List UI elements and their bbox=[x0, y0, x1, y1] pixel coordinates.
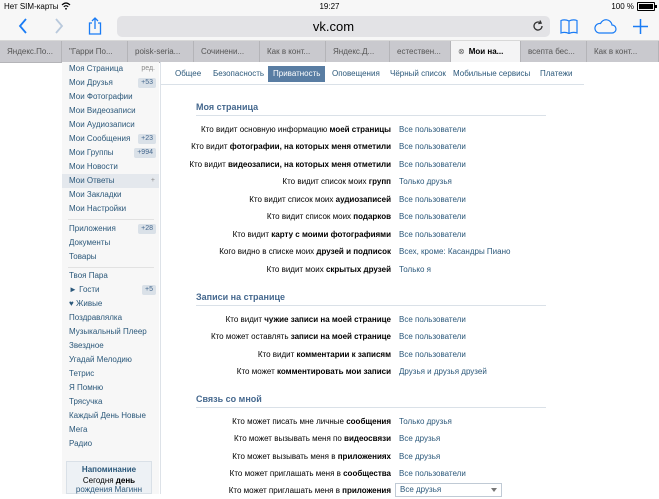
privacy-row: Кто может приглашать меня в сообщества Все пользователи bbox=[161, 465, 584, 482]
browser-tab[interactable]: естествен... bbox=[390, 41, 451, 62]
section-title-my-page: Моя страница bbox=[196, 102, 259, 112]
privacy-value-link[interactable]: Все пользователи bbox=[399, 160, 466, 169]
tab-bar bbox=[0, 41, 659, 63]
privacy-value-link[interactable]: Друзья и друзья друзей bbox=[399, 367, 487, 376]
privacy-row: Кто может вызывать меня в приложениях Все друзья bbox=[161, 448, 584, 465]
privacy-value-link[interactable]: Только друзья bbox=[399, 177, 452, 186]
browser-tab[interactable]: "Гарри По... bbox=[62, 41, 128, 62]
browser-tab[interactable]: Яндекс.По... bbox=[0, 41, 62, 62]
privacy-value-link[interactable]: Все пользователи bbox=[399, 230, 466, 239]
counter-badge: +28 bbox=[138, 224, 156, 234]
privacy-value-link[interactable]: Все пользователи bbox=[399, 469, 466, 478]
reload-icon[interactable] bbox=[532, 20, 544, 32]
privacy-value-link[interactable]: Только я bbox=[399, 265, 431, 274]
tab-notifications[interactable]: Оповещения bbox=[332, 69, 380, 78]
privacy-value-link[interactable]: Все пользователи bbox=[399, 315, 466, 324]
privacy-value-link[interactable]: Все пользователи bbox=[399, 332, 466, 341]
privacy-value-link[interactable]: Все пользователи bbox=[399, 142, 466, 151]
privacy-row: Кто может приглашать меня в приложения Все друзья bbox=[161, 482, 584, 499]
left-menu bbox=[62, 62, 159, 494]
privacy-row: Кого видно в списке моих друзей и подписок Всех, кроме: Касандры Пиано bbox=[161, 243, 584, 260]
privacy-row: Кто видит видеозаписи, на которых меня отметили Все пользователи bbox=[161, 156, 584, 173]
bookmarks-icon bbox=[560, 19, 578, 34]
menu-item-answers[interactable]: Мои Ответы + bbox=[62, 174, 159, 188]
privacy-row: Кто видит карту с моими фотографиями Все пользователи bbox=[161, 226, 584, 243]
privacy-value-link[interactable]: Все друзья bbox=[399, 452, 441, 461]
menu-divider bbox=[68, 267, 154, 268]
tab-security[interactable]: Безопасность bbox=[213, 69, 265, 78]
app-item[interactable]: ► Гости +5 bbox=[62, 283, 159, 297]
browser-tab[interactable]: Как в конт... bbox=[587, 41, 659, 62]
carrier-label: Нет SIM-карты bbox=[4, 0, 71, 13]
menu-item-bookmarks[interactable]: Мои Закладки bbox=[69, 190, 122, 199]
battery-status: 100 % bbox=[611, 0, 655, 13]
browser-tab[interactable]: Сочинени... bbox=[194, 41, 260, 62]
new-tab-button[interactable] bbox=[630, 15, 650, 37]
privacy-dropdown[interactable]: Все друзья bbox=[395, 483, 502, 497]
privacy-row: Кто видит комментарии к записям Все пользователи bbox=[161, 346, 584, 363]
app-item[interactable]: Поздравлялка bbox=[69, 313, 123, 322]
privacy-row: Кто видит фотографии, на которых меня отметили Все пользователи bbox=[161, 138, 584, 155]
browser-toolbar bbox=[0, 13, 659, 41]
menu-item-settings[interactable]: Мои Настройки bbox=[69, 204, 127, 213]
menu-item-audio[interactable]: Мои Аудиозаписи bbox=[69, 120, 135, 129]
app-item[interactable]: ♥ Живые bbox=[69, 299, 103, 308]
counter-badge: +53 bbox=[138, 78, 156, 88]
privacy-row: Кто видит чужие записи на моей странице Все пользователи bbox=[161, 311, 584, 328]
app-item[interactable]: Каждый День Новые bbox=[69, 411, 146, 420]
app-item[interactable]: Мега bbox=[69, 425, 88, 434]
privacy-row: Кто может оставлять записи на моей странице Все пользователи bbox=[161, 328, 584, 345]
close-tab-icon[interactable]: ⊗ bbox=[458, 47, 465, 56]
tab-mobile[interactable]: Мобильные сервисы bbox=[453, 69, 531, 78]
counter-badge: +5 bbox=[142, 285, 156, 295]
tab-blacklist[interactable]: Чёрный список bbox=[390, 69, 446, 78]
privacy-row: Кто видит список моих подарков Все пользователи bbox=[161, 208, 584, 225]
share-button[interactable] bbox=[84, 15, 106, 37]
privacy-value-link[interactable]: Все пользователи bbox=[399, 125, 466, 134]
app-item[interactable]: Я Помню bbox=[69, 383, 104, 392]
url-text: vk.com bbox=[312, 19, 355, 34]
tab-general[interactable]: Общее bbox=[175, 69, 202, 78]
privacy-value-link[interactable]: Только друзья bbox=[399, 417, 452, 426]
forward-icon bbox=[54, 18, 64, 34]
new-tab-icon bbox=[633, 19, 648, 34]
menu-item-news[interactable]: Мои Новости bbox=[69, 162, 118, 171]
privacy-row: Кто видит моих скрытых друзей Только я bbox=[161, 261, 584, 278]
privacy-value-link[interactable]: Все пользователи bbox=[399, 350, 466, 359]
counter-badge: +994 bbox=[134, 148, 156, 158]
privacy-value-link[interactable]: Все пользователи bbox=[399, 212, 466, 221]
app-item[interactable]: Угадай Мелодию bbox=[69, 355, 132, 364]
menu-item-documents[interactable]: Документы bbox=[69, 238, 111, 247]
app-item[interactable]: Звездное bbox=[69, 341, 104, 350]
menu-divider bbox=[68, 219, 154, 220]
app-item[interactable]: Твоя Пара bbox=[69, 271, 108, 280]
counter-badge: +23 bbox=[138, 134, 156, 144]
bookmarks-button[interactable] bbox=[558, 15, 580, 37]
browser-tab-active[interactable]: ⊗ Мои на... bbox=[451, 41, 521, 62]
menu-item-goods[interactable]: Товары bbox=[69, 252, 97, 261]
section-title-wall-posts: Записи на странице bbox=[196, 292, 286, 302]
birthday-reminder bbox=[66, 461, 152, 494]
browser-tab[interactable]: poisk-seria... bbox=[128, 41, 194, 62]
menu-item-photos[interactable]: Мои Фотографии bbox=[69, 92, 133, 101]
privacy-row: Кто видит список моих аудиозаписей Все пользователи bbox=[161, 191, 584, 208]
battery-icon bbox=[637, 2, 655, 11]
privacy-settings-panel bbox=[160, 62, 585, 494]
address-bar[interactable] bbox=[117, 16, 550, 37]
section-title-contact-me: Связь со мной bbox=[196, 394, 262, 404]
app-item[interactable]: Музыкальный Плеер bbox=[69, 327, 147, 336]
app-item[interactable]: Тетрис bbox=[69, 369, 95, 378]
privacy-row: Кто может комментировать мои записи Друзья и друзья друзей bbox=[161, 363, 584, 380]
browser-tab[interactable]: всепта бес... bbox=[521, 41, 587, 62]
menu-item-videos[interactable]: Мои Видеозаписи bbox=[69, 106, 136, 115]
add-icon[interactable]: + bbox=[150, 177, 155, 184]
share-icon bbox=[88, 17, 102, 35]
clock: 19:27 bbox=[319, 2, 340, 11]
privacy-row: Кто видит основную информацию моей страницы Все пользователи bbox=[161, 121, 584, 138]
cloud-tabs-button[interactable] bbox=[592, 15, 618, 37]
browser-tab[interactable]: Как в конт... bbox=[260, 41, 326, 62]
privacy-row: Кто видит список моих групп Только друзья bbox=[161, 173, 584, 190]
app-item[interactable]: Радио bbox=[69, 439, 93, 448]
menu-item-groups[interactable]: Мои Группы +994 bbox=[62, 146, 159, 160]
privacy-value-link[interactable]: Всех, кроме: Касандры Пиано bbox=[399, 247, 511, 256]
chevron-down-icon bbox=[491, 488, 497, 492]
privacy-row: Кто может вызывать меня по видеосвязи Все друзья bbox=[161, 430, 584, 447]
edit-link[interactable]: ред. bbox=[141, 65, 155, 72]
browser-tab[interactable]: Яндекс.Д... bbox=[326, 41, 390, 62]
section-divider bbox=[196, 305, 546, 306]
tab-payments[interactable]: Платежи bbox=[540, 69, 573, 78]
reminder-title: Напоминание bbox=[81, 465, 137, 474]
menu-item-friends[interactable]: Мои Друзья +53 bbox=[62, 76, 159, 90]
forward-button[interactable] bbox=[48, 15, 70, 37]
back-icon bbox=[18, 18, 28, 34]
menu-item-apps[interactable]: Приложения +28 bbox=[62, 222, 159, 236]
app-item[interactable]: Трясучка bbox=[69, 397, 103, 406]
section-divider bbox=[196, 407, 546, 408]
menu-item-messages[interactable]: Мои Сообщения +23 bbox=[62, 132, 159, 146]
privacy-row: Кто может писать мне личные сообщения Только друзья bbox=[161, 413, 584, 430]
cloud-icon bbox=[593, 19, 617, 34]
back-button[interactable] bbox=[12, 15, 34, 37]
section-divider bbox=[196, 115, 546, 116]
privacy-value-link[interactable]: Все пользователи bbox=[399, 195, 466, 204]
privacy-value-link[interactable]: Все друзья bbox=[399, 434, 441, 443]
settings-tabs bbox=[161, 62, 584, 85]
tab-privacy[interactable]: Приватность bbox=[268, 66, 325, 82]
status-bar bbox=[0, 0, 659, 13]
right-margin bbox=[584, 62, 659, 494]
menu-item-my-page[interactable]: Моя Страница ред. bbox=[62, 62, 159, 76]
reminder-text: Сегодня день рождения Магинн bbox=[75, 476, 143, 494]
